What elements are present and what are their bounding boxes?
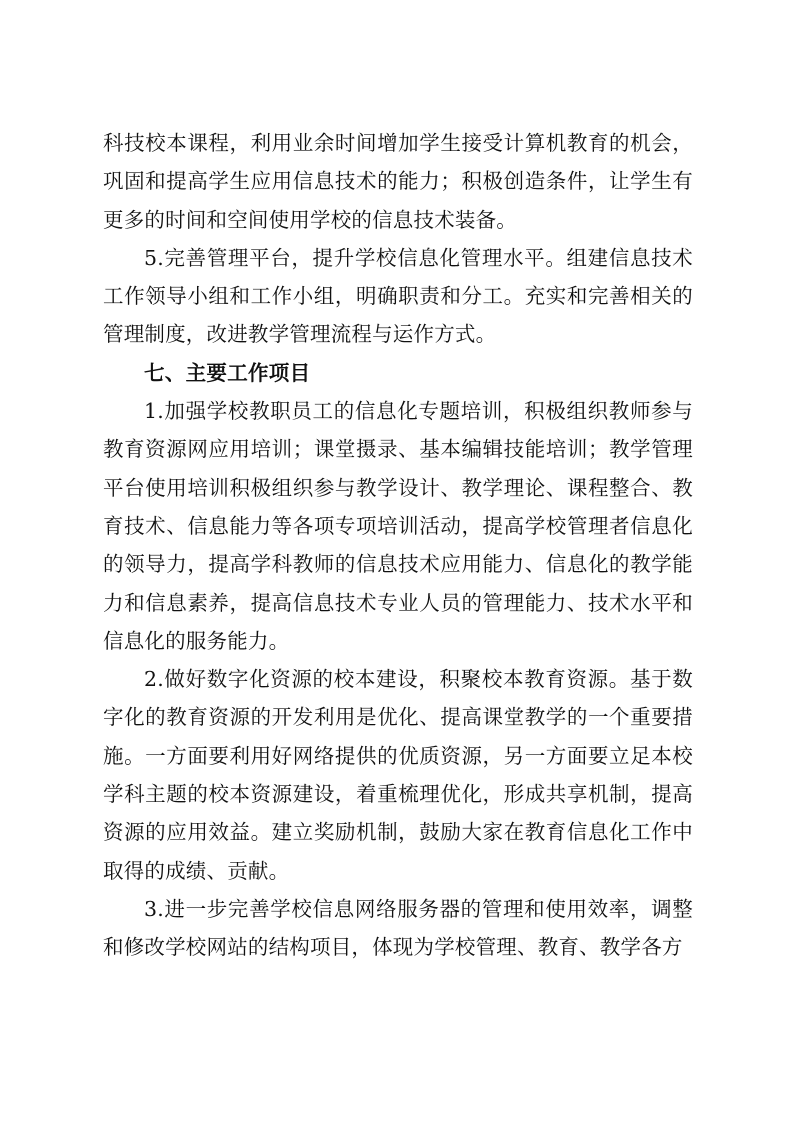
paragraph-item-3: 3.进一步完善学校信息网络服务器的管理和使用效率，调整和修改学校网站的结构项目，体现为学校管理、教育、教学各方 [103,896,693,960]
document-body [103,124,693,967]
paragraph-item-5: 5.完善管理平台，提升学校信息化管理水平。组建信息技术工作领导小组和工作小组，明确职责和分工。充实和完善相关的管理制度，改进教学管理流程与运作方式。 [103,245,693,347]
paragraph-item-1: 1.加强学校教职员工的信息化专题培训，积极组织教师参与教育资源网应用培训；课堂摄录、基本编辑技能培训；教学管理平台使用培训积极组织参与教学设计、教学理论、课程整合、教育技术、信息能力等各项专项培训活动，提高学校管理者信息化的领导力，提高学科教师的信息技术应用能力、信息化的教学能力和信息素养，提高信息技术专业人员的管理能力、技术水平和信息化的服务能力。 [103,399,693,653]
section-heading-7: 七、主要工作项目 [144,360,311,385]
paragraph-item-2: 2.做好数字化资源的校本建设，积聚校本教育资源。基于数字化的教育资源的开发利用是优化、提高课堂教学的一个重要措施。一方面要利用好网络提供的优质资源，另一方面要立足本校学科主题的校本资源建设，着重梳理优化，形成共享机制，提高资源的应用效益。建立奖励机制，鼓励大家在教育信息化工作中取得的成绩、贡献。 [103,667,693,883]
paragraph-continuation: 科技校本课程，利用业余时间增加学生接受计算机教育的机会，巩固和提高学生应用信息技术的能力；积极创造条件，让学生有更多的时间和空间使用学校的信息技术装备。 [103,131,693,232]
